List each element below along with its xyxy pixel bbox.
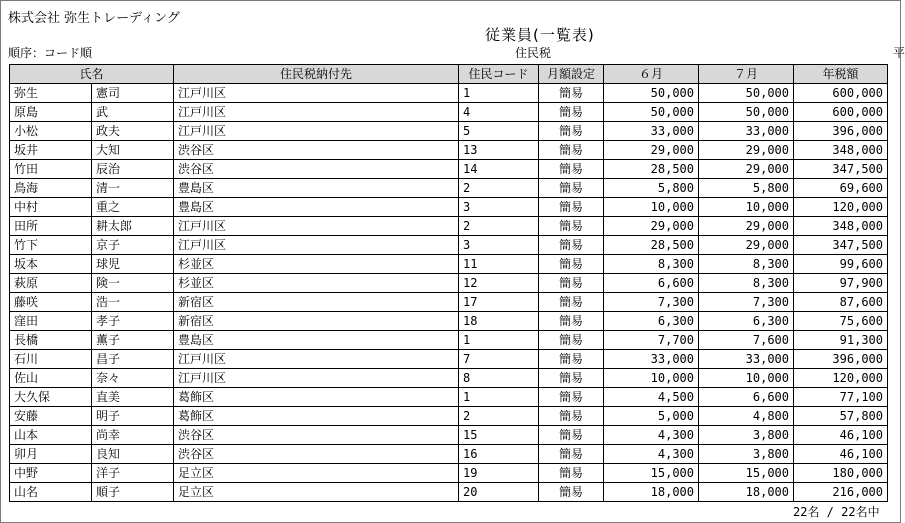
cell-annual-tax: 396,000 — [794, 122, 888, 141]
cell-july: 15,000 — [699, 464, 794, 483]
table-header-row — [10, 65, 888, 84]
cell-tax-payee: 豊島区 — [174, 179, 459, 198]
cell-first-name: 辰治 — [92, 160, 174, 179]
cell-annual-tax: 120,000 — [794, 198, 888, 217]
cell-annual-tax: 77,100 — [794, 388, 888, 407]
cell-tax-payee: 葛飾区 — [174, 388, 459, 407]
table-row[interactable] — [10, 331, 888, 350]
cell-last-name: 中村 — [10, 198, 92, 217]
cell-first-name: 球児 — [92, 255, 174, 274]
cell-june: 29,000 — [604, 141, 699, 160]
cell-tax-payee: 渋谷区 — [174, 426, 459, 445]
cell-tax-payee: 豊島区 — [174, 198, 459, 217]
cell-july: 33,000 — [699, 350, 794, 369]
cell-last-name: 卯月 — [10, 445, 92, 464]
table-row[interactable] — [10, 179, 888, 198]
cell-first-name: 武 — [92, 103, 174, 122]
cell-annual-tax: 600,000 — [794, 84, 888, 103]
cell-tax-payee: 江戸川区 — [174, 84, 459, 103]
cell-last-name: 山名 — [10, 483, 92, 502]
table-row[interactable] — [10, 274, 888, 293]
cell-resident-code: 1 — [459, 84, 539, 103]
cell-july: 50,000 — [699, 84, 794, 103]
table-row[interactable] — [10, 445, 888, 464]
cell-first-name: 良知 — [92, 445, 174, 464]
cell-june: 29,000 — [604, 217, 699, 236]
table-row[interactable] — [10, 464, 888, 483]
cell-tax-payee: 新宿区 — [174, 312, 459, 331]
cell-july: 18,000 — [699, 483, 794, 502]
cell-july: 29,000 — [699, 160, 794, 179]
cell-first-name: 清一 — [92, 179, 174, 198]
cell-tax-payee: 渋谷区 — [174, 141, 459, 160]
cell-resident-code: 2 — [459, 217, 539, 236]
cell-last-name: 佐山 — [10, 369, 92, 388]
table-row[interactable] — [10, 293, 888, 312]
cell-june: 28,500 — [604, 236, 699, 255]
cell-annual-tax: 91,300 — [794, 331, 888, 350]
cell-tax-payee: 渋谷区 — [174, 160, 459, 179]
cell-july: 8,300 — [699, 255, 794, 274]
table-row[interactable] — [10, 312, 888, 331]
cell-resident-code: 14 — [459, 160, 539, 179]
cell-first-name: 大知 — [92, 141, 174, 160]
cell-first-name: 尚幸 — [92, 426, 174, 445]
cell-monthly-setting: 簡易 — [539, 293, 604, 312]
cell-annual-tax: 46,100 — [794, 445, 888, 464]
cell-july: 5,800 — [699, 179, 794, 198]
report-subtitle: 住民税 — [515, 46, 552, 60]
table-row[interactable] — [10, 426, 888, 445]
cell-june: 8,300 — [604, 255, 699, 274]
cell-monthly-setting: 簡易 — [539, 84, 604, 103]
cell-june: 6,600 — [604, 274, 699, 293]
cell-tax-payee: 渋谷区 — [174, 445, 459, 464]
cell-first-name: 政夫 — [92, 122, 174, 141]
cell-tax-payee: 杉並区 — [174, 274, 459, 293]
cell-resident-code: 18 — [459, 312, 539, 331]
cell-resident-code: 7 — [459, 350, 539, 369]
cell-monthly-setting: 簡易 — [539, 274, 604, 293]
cell-first-name: 京子 — [92, 236, 174, 255]
cell-last-name: 藤咲 — [10, 293, 92, 312]
cell-tax-payee: 江戸川区 — [174, 122, 459, 141]
cell-annual-tax: 99,600 — [794, 255, 888, 274]
cell-monthly-setting: 簡易 — [539, 331, 604, 350]
cell-july: 7,600 — [699, 331, 794, 350]
table-row[interactable] — [10, 236, 888, 255]
cell-last-name: 弥生 — [10, 84, 92, 103]
cell-july: 33,000 — [699, 122, 794, 141]
table-row[interactable] — [10, 122, 888, 141]
cell-tax-payee: 江戸川区 — [174, 217, 459, 236]
table-row[interactable] — [10, 350, 888, 369]
sort-order-label: 順序：コード順 — [8, 46, 93, 60]
cell-june: 6,300 — [604, 312, 699, 331]
cell-june: 15,000 — [604, 464, 699, 483]
cell-resident-code: 11 — [459, 255, 539, 274]
cell-tax-payee: 足立区 — [174, 483, 459, 502]
cell-annual-tax: 69,600 — [794, 179, 888, 198]
cell-resident-code: 4 — [459, 103, 539, 122]
cell-first-name: 憲司 — [92, 84, 174, 103]
cell-annual-tax: 216,000 — [794, 483, 888, 502]
cell-annual-tax: 347,500 — [794, 236, 888, 255]
cell-monthly-setting: 簡易 — [539, 198, 604, 217]
cell-june: 4,500 — [604, 388, 699, 407]
cell-monthly-setting: 簡易 — [539, 236, 604, 255]
cell-annual-tax: 180,000 — [794, 464, 888, 483]
cell-first-name: 洋子 — [92, 464, 174, 483]
cell-last-name: 安藤 — [10, 407, 92, 426]
cell-july: 29,000 — [699, 217, 794, 236]
cell-annual-tax: 46,100 — [794, 426, 888, 445]
cell-annual-tax: 600,000 — [794, 103, 888, 122]
cell-july: 3,800 — [699, 426, 794, 445]
cell-tax-payee: 江戸川区 — [174, 369, 459, 388]
cell-monthly-setting: 簡易 — [539, 464, 604, 483]
cell-last-name: 小松 — [10, 122, 92, 141]
cell-last-name: 萩原 — [10, 274, 92, 293]
column-header-resident-code[interactable]: 住民コード — [459, 65, 539, 84]
cell-july: 6,300 — [699, 312, 794, 331]
cell-tax-payee: 豊島区 — [174, 331, 459, 350]
cell-june: 7,300 — [604, 293, 699, 312]
cell-resident-code: 3 — [459, 198, 539, 217]
table-row[interactable] — [10, 483, 888, 502]
cell-resident-code: 17 — [459, 293, 539, 312]
cell-first-name: 直美 — [92, 388, 174, 407]
report-title: 従業員(一覧表) — [485, 26, 595, 44]
cell-june: 33,000 — [604, 122, 699, 141]
cell-resident-code: 1 — [459, 331, 539, 350]
cell-tax-payee: 杉並区 — [174, 255, 459, 274]
cell-annual-tax: 87,600 — [794, 293, 888, 312]
cell-first-name: 明子 — [92, 407, 174, 426]
cell-last-name: 窪田 — [10, 312, 92, 331]
cell-resident-code: 1 — [459, 388, 539, 407]
cell-first-name: 順子 — [92, 483, 174, 502]
cell-last-name: 山本 — [10, 426, 92, 445]
cell-annual-tax: 120,000 — [794, 369, 888, 388]
cell-resident-code: 5 — [459, 122, 539, 141]
cell-resident-code: 13 — [459, 141, 539, 160]
cell-resident-code: 20 — [459, 483, 539, 502]
cell-july: 7,300 — [699, 293, 794, 312]
column-header-tax-payee[interactable]: 住民税納付先 — [174, 65, 459, 84]
cell-monthly-setting: 簡易 — [539, 426, 604, 445]
cell-monthly-setting: 簡易 — [539, 350, 604, 369]
cell-monthly-setting: 簡易 — [539, 122, 604, 141]
cell-june: 33,000 — [604, 350, 699, 369]
cell-last-name: 原島 — [10, 103, 92, 122]
table-row[interactable] — [10, 217, 888, 236]
table-row[interactable] — [10, 407, 888, 426]
cell-monthly-setting: 簡易 — [539, 407, 604, 426]
cell-june: 7,700 — [604, 331, 699, 350]
cell-june: 10,000 — [604, 369, 699, 388]
cell-june: 5,000 — [604, 407, 699, 426]
cell-annual-tax: 57,800 — [794, 407, 888, 426]
table-row[interactable] — [10, 141, 888, 160]
cell-july: 29,000 — [699, 236, 794, 255]
cell-july: 8,300 — [699, 274, 794, 293]
cell-monthly-setting: 簡易 — [539, 483, 604, 502]
table-row[interactable] — [10, 160, 888, 179]
cell-last-name: 鳥海 — [10, 179, 92, 198]
cell-monthly-setting: 簡易 — [539, 103, 604, 122]
cell-last-name: 長橋 — [10, 331, 92, 350]
column-header-june[interactable]: ６月 — [604, 65, 699, 84]
cell-annual-tax: 348,000 — [794, 141, 888, 160]
cell-monthly-setting: 簡易 — [539, 141, 604, 160]
cell-july: 3,800 — [699, 445, 794, 464]
cell-first-name: 重之 — [92, 198, 174, 217]
cell-june: 50,000 — [604, 103, 699, 122]
cell-july: 29,000 — [699, 141, 794, 160]
cell-monthly-setting: 簡易 — [539, 179, 604, 198]
cell-first-name: 浩一 — [92, 293, 174, 312]
table-row[interactable] — [10, 369, 888, 388]
cell-monthly-setting: 簡易 — [539, 445, 604, 464]
cell-monthly-setting: 簡易 — [539, 255, 604, 274]
cell-june: 4,300 — [604, 445, 699, 464]
cell-resident-code: 12 — [459, 274, 539, 293]
cell-last-name: 田所 — [10, 217, 92, 236]
cell-july: 50,000 — [699, 103, 794, 122]
cell-last-name: 竹下 — [10, 236, 92, 255]
cell-july: 4,800 — [699, 407, 794, 426]
cell-first-name: 昌子 — [92, 350, 174, 369]
cell-last-name: 坂本 — [10, 255, 92, 274]
cell-last-name: 大久保 — [10, 388, 92, 407]
truncated-header-text: 平 — [893, 46, 905, 60]
cell-tax-payee: 足立区 — [174, 464, 459, 483]
employee-table — [9, 64, 888, 502]
cell-tax-payee: 江戸川区 — [174, 350, 459, 369]
cell-july: 10,000 — [699, 198, 794, 217]
cell-july: 6,600 — [699, 388, 794, 407]
cell-resident-code: 16 — [459, 445, 539, 464]
cell-monthly-setting: 簡易 — [539, 388, 604, 407]
cell-tax-payee: 葛飾区 — [174, 407, 459, 426]
cell-first-name: 孝子 — [92, 312, 174, 331]
cell-first-name: 薫子 — [92, 331, 174, 350]
column-header-annual-tax[interactable]: 年税額 — [794, 65, 888, 84]
cell-monthly-setting: 簡易 — [539, 369, 604, 388]
cell-monthly-setting: 簡易 — [539, 217, 604, 236]
table-row[interactable] — [10, 388, 888, 407]
cell-first-name: 奈々 — [92, 369, 174, 388]
cell-annual-tax: 348,000 — [794, 217, 888, 236]
cell-june: 10,000 — [604, 198, 699, 217]
cell-resident-code: 2 — [459, 179, 539, 198]
cell-first-name: 険一 — [92, 274, 174, 293]
cell-last-name: 坂井 — [10, 141, 92, 160]
cell-annual-tax: 347,500 — [794, 160, 888, 179]
cell-last-name: 竹田 — [10, 160, 92, 179]
cell-annual-tax: 75,600 — [794, 312, 888, 331]
column-header-july[interactable]: ７月 — [699, 65, 794, 84]
cell-resident-code: 3 — [459, 236, 539, 255]
cell-june: 5,800 — [604, 179, 699, 198]
company-name: 株式会社 弥生トレーディング — [8, 11, 180, 26]
table-row[interactable] — [10, 255, 888, 274]
cell-last-name: 石川 — [10, 350, 92, 369]
cell-june: 18,000 — [604, 483, 699, 502]
cell-last-name: 中野 — [10, 464, 92, 483]
table-row[interactable] — [10, 103, 888, 122]
cell-annual-tax: 97,900 — [794, 274, 888, 293]
cell-resident-code: 2 — [459, 407, 539, 426]
cell-tax-payee: 新宿区 — [174, 293, 459, 312]
record-count: 22名 / 22名中 — [793, 505, 880, 519]
table-row[interactable] — [10, 198, 888, 217]
cell-first-name: 耕太郎 — [92, 217, 174, 236]
column-header-name[interactable]: 氏名 — [10, 65, 174, 84]
cell-annual-tax: 396,000 — [794, 350, 888, 369]
cell-tax-payee: 江戸川区 — [174, 103, 459, 122]
cell-monthly-setting: 簡易 — [539, 160, 604, 179]
cell-june: 28,500 — [604, 160, 699, 179]
cell-tax-payee: 江戸川区 — [174, 236, 459, 255]
cell-resident-code: 15 — [459, 426, 539, 445]
table-row[interactable] — [10, 84, 888, 103]
cell-monthly-setting: 簡易 — [539, 312, 604, 331]
cell-resident-code: 19 — [459, 464, 539, 483]
cell-june: 50,000 — [604, 84, 699, 103]
column-header-monthly-setting[interactable]: 月額設定 — [539, 65, 604, 84]
cell-june: 4,300 — [604, 426, 699, 445]
cell-resident-code: 8 — [459, 369, 539, 388]
cell-july: 10,000 — [699, 369, 794, 388]
